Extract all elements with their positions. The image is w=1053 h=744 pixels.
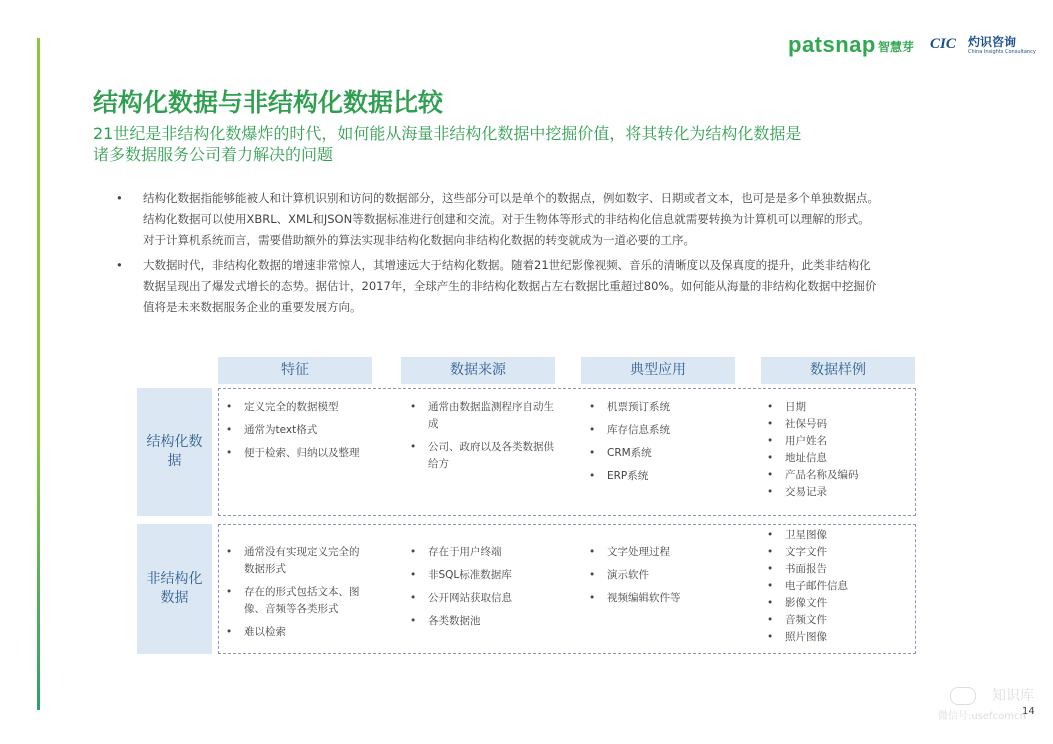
list-item: • 用户姓名: [767, 433, 907, 450]
bullet-dot: •: [116, 258, 123, 272]
list-item: • 各类数据池: [410, 613, 560, 630]
page-title: 结构化数据与非结构化数据比较: [93, 88, 444, 117]
list-item: • ERP系统: [589, 468, 739, 485]
list-item: • 影像文件: [767, 595, 907, 612]
list-item: • 日期: [767, 399, 907, 416]
list-item: • 通常为text格式: [226, 422, 366, 439]
cic-logo-cn: 灼识咨询: [968, 35, 1017, 49]
cell-unstructured-sources: [410, 544, 560, 630]
cell-unstructured-applications: [589, 544, 739, 607]
cell-unstructured-features: [226, 544, 366, 641]
bullet-line: 结构化数据指能够能被人和计算机识别和访问的数据部分，这些部分可以是单个的数据点，例如数字、日期或者文本，也可是是多个单独数据点。: [143, 191, 879, 205]
cell-structured-features: [226, 399, 366, 462]
row-header-unstructured: [137, 524, 212, 654]
row-header-structured: [137, 388, 212, 516]
subtitle-line: 21世纪是非结构化数爆炸的时代，如何能从海量非结构化数据中挖掘价值，将其转化为结构化数据是: [93, 124, 802, 143]
list-item: • 视频编辑软件等: [589, 590, 739, 607]
column-header-examples: 数据样例: [761, 357, 915, 384]
bullet-line: 对于计算机系统而言，需要借助额外的算法实现非结构化数据向非结构化数据的转变就成为一道必要的工序。: [143, 233, 695, 247]
watermark-name: 知识库: [992, 688, 1034, 704]
list-item: • 存在于用户终端: [410, 544, 560, 561]
bullet-item: [116, 255, 956, 318]
list-item: • CRM系统: [589, 445, 739, 462]
list-item: • 非SQL标准数据库: [410, 567, 560, 584]
wechat-icon: [950, 687, 976, 705]
row-header-line: 结构化数: [146, 434, 203, 450]
subtitle-line: 诸多数据服务公司着力解决的问题: [93, 145, 334, 164]
cell-structured-applications: [589, 399, 739, 485]
row-header-line: 非结构化: [146, 571, 203, 587]
column-header-sources: 数据来源: [401, 357, 555, 384]
patsnap-logo: patsnap: [788, 32, 876, 57]
bullet-line: 大数据时代，非结构化数据的增速非常惊人，其增速远大于结构化数据。随着21世纪影像视频、音乐的清晰度以及保真度的提升，此类非结构化: [143, 258, 871, 272]
bullet-dot: •: [116, 191, 123, 205]
bullet-line: 结构化数据可以使用XBRL、XML和JSON等数据标准进行创建和交流。对于生物体等形式的非结构化信息就需要转换为计算机可以理解的形式。: [143, 212, 870, 226]
bullet-item: [116, 188, 956, 251]
watermark-account: 微信号:usefcomcn: [938, 711, 1026, 722]
list-item: • 存在的形式包括文本、图像、音频等各类形式: [226, 584, 366, 618]
cell-unstructured-examples: [767, 527, 907, 646]
row-header-line: 据: [167, 453, 182, 469]
bullet-list: [116, 188, 956, 322]
column-header-applications: 典型应用: [581, 357, 735, 384]
column-header-features: 特征: [218, 357, 372, 384]
page-subtitle: [93, 123, 913, 165]
list-item: • 库存信息系统: [589, 422, 739, 439]
row-header-line: 数据: [160, 590, 189, 606]
wechat-watermark: [938, 683, 1038, 723]
list-item: • 通常由数据监测程序自动生成: [410, 399, 560, 433]
list-item: • 定义完全的数据模型: [226, 399, 366, 416]
list-item: • 演示软件: [589, 567, 739, 584]
list-item: • 照片图像: [767, 629, 907, 646]
list-item: • 产品名称及编码: [767, 467, 907, 484]
list-item: • 公开网站获取信息: [410, 590, 560, 607]
list-item: • 文字文件: [767, 544, 907, 561]
cic-logo-en: China Insights Consultancy: [968, 49, 1036, 55]
list-item: • 交易记录: [767, 484, 907, 501]
list-item: • 卫星图像: [767, 527, 907, 544]
list-item: • 文字处理过程: [589, 544, 739, 561]
list-item: • 通常没有实现定义完全的数据形式: [226, 544, 366, 578]
list-item: • 书面报告: [767, 561, 907, 578]
list-item: • 电子邮件信息: [767, 578, 907, 595]
list-item: • 机票预订系统: [589, 399, 739, 416]
list-item: • 社保号码: [767, 416, 907, 433]
list-item: • 难以检索: [226, 624, 366, 641]
list-item: • 便于检索、归纳以及整理: [226, 445, 366, 462]
cic-logo: [930, 33, 1036, 59]
bullet-line: 数据呈现出了爆发式增长的态势。据估计，2017年，全球产生的非结构化数据占左右数据比重超过80%。如何能从海量的非结构化数据中挖掘价: [143, 279, 877, 293]
list-item: • 地址信息: [767, 450, 907, 467]
list-item: • 音频文件: [767, 612, 907, 629]
side-accent-bar: [37, 38, 40, 710]
bullet-line: 值将是未来数据服务企业的重要发展方向。: [143, 300, 362, 314]
cell-structured-sources: [410, 399, 560, 473]
cell-structured-examples: [767, 399, 907, 501]
cic-logo-mark: CIC: [930, 36, 956, 52]
page-number: 14: [1022, 706, 1035, 717]
patsnap-logo-cn: 智慧芽: [878, 40, 915, 54]
list-item: • 公司、政府以及各类数据供给方: [410, 439, 560, 473]
